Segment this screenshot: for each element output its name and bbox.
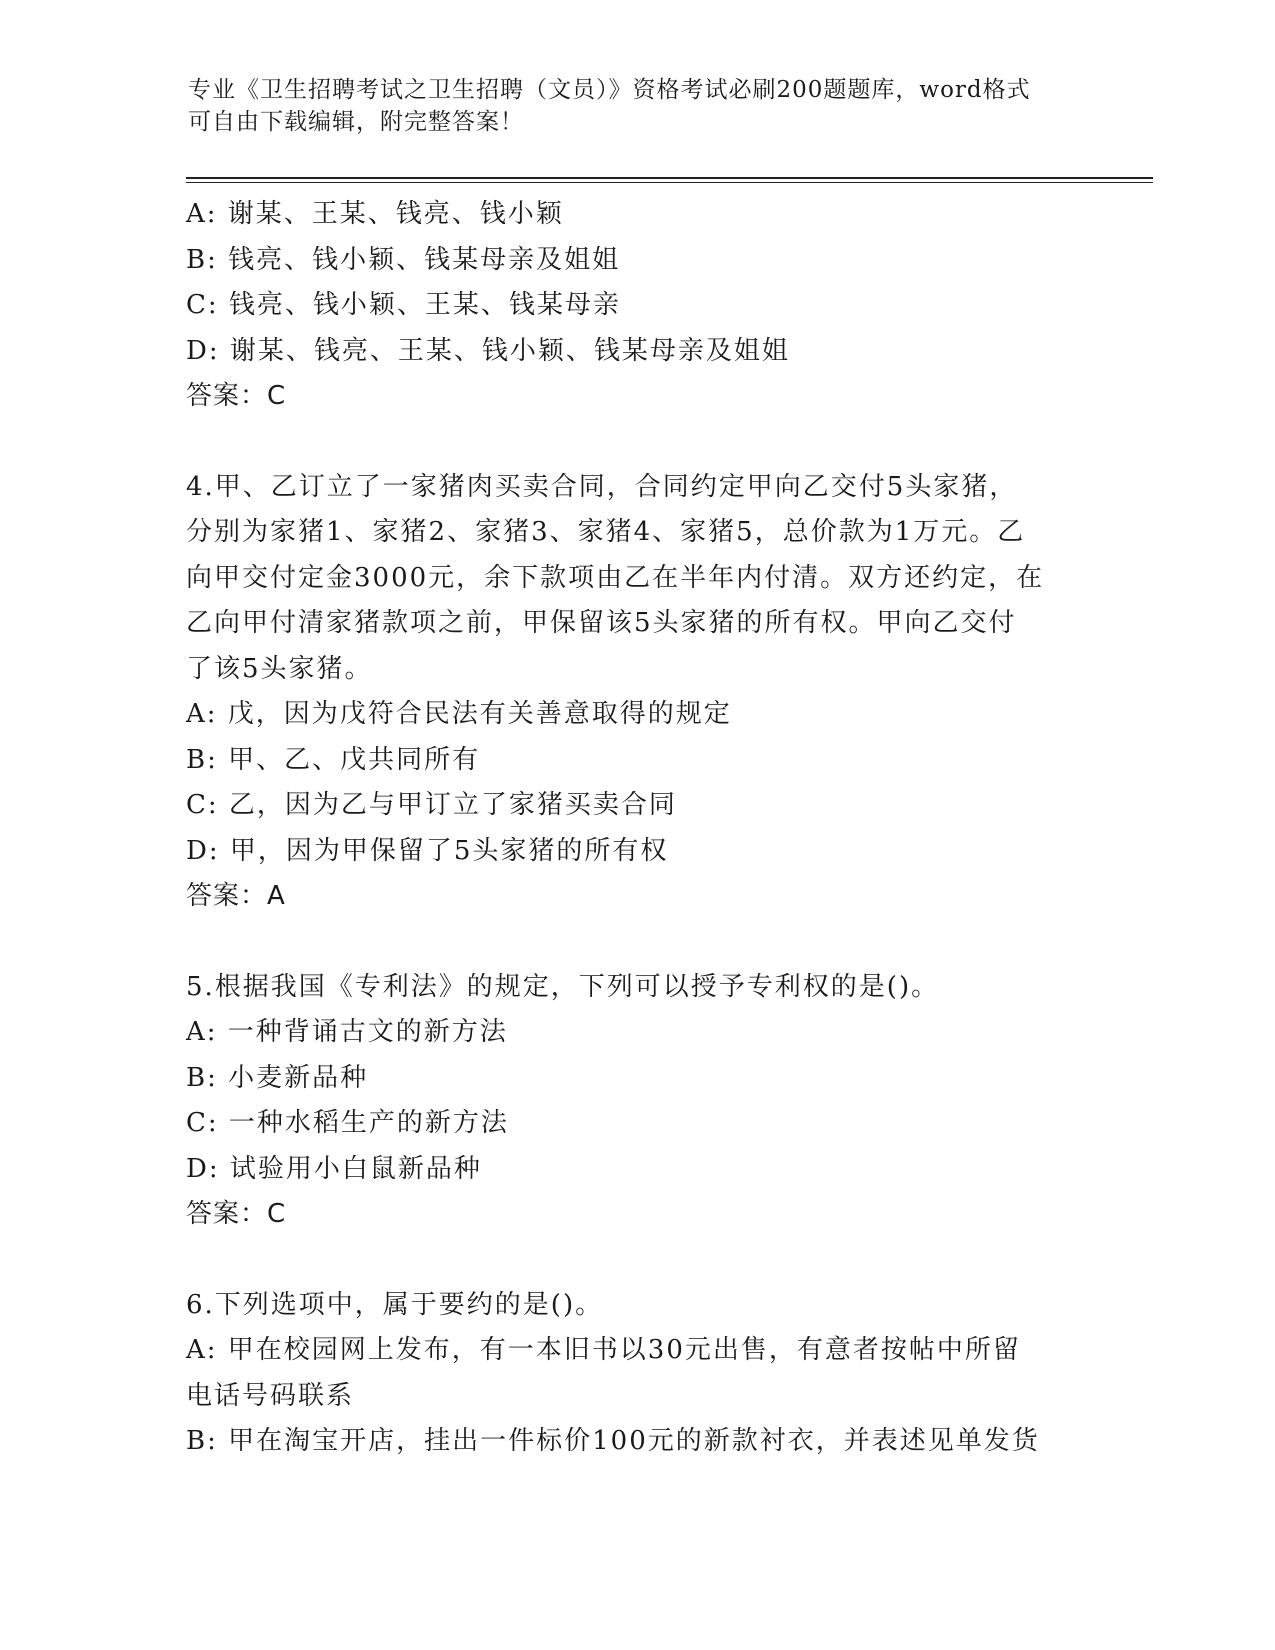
spacer	[186, 1238, 1086, 1283]
option-d: D: 甲，因为甲保留了5头家猪的所有权	[186, 835, 669, 866]
option-d: D: 谢某、钱亮、王某、钱小颖、钱某母亲及姐姐	[186, 335, 790, 366]
header-divider-thin	[186, 182, 1153, 183]
option-a: A: 甲在校园网上发布，有一本旧书以30元出售，有意者按帖中所留	[186, 1335, 1021, 1365]
header-line-1: 专业《卫生招聘考试之卫生招聘（文员）》资格考试必刷200题题库，word格式	[188, 77, 1031, 103]
option-a: A: 戊，因为戊符合民法有关善意取得的规定	[186, 699, 732, 729]
question-3	[186, 192, 1086, 420]
answer: 答案：C	[186, 381, 287, 411]
option-c: C: 钱亮、钱小颖、王某、钱某母亲	[186, 290, 621, 320]
option-d: D: 试验用小白鼠新品种	[186, 1153, 482, 1184]
document-header	[188, 74, 1088, 138]
option-c: C: 一种水稻生产的新方法	[186, 1108, 509, 1138]
question-stem-line: 了该5头家猪。	[186, 653, 373, 684]
question-stem-line: 4.甲、乙订立了一家猪肉买卖合同，合同约定甲向乙交付5头家猪，	[186, 471, 1018, 502]
option-a: A: 一种背诵古文的新方法	[186, 1017, 508, 1047]
question-4	[186, 465, 1086, 920]
option-a-continued: 电话号码联系	[186, 1380, 355, 1411]
question-stem-line: 向甲交付定金3000元，余下款项由乙在半年内付清。双方还约定，在	[186, 562, 1045, 593]
option-b: B: 甲、乙、戊共同所有	[186, 744, 481, 775]
header-line-2: 可自由下载编辑，附完整答案！	[188, 109, 524, 135]
option-b: B: 钱亮、钱小颖、钱某母亲及姐姐	[186, 244, 621, 275]
header-divider-thick	[186, 177, 1153, 179]
answer: 答案：C	[186, 1199, 287, 1229]
option-a: A: 谢某、王某、钱亮、钱小颖	[186, 199, 564, 229]
question-stem-line: 乙向甲付清家猪款项之前，甲保留该5头家猪的所有权。甲向乙交付	[186, 608, 1017, 638]
question-stem-line: 分别为家猪1、家猪2、家猪3、家猪4、家猪5，总价款为1万元。乙	[186, 517, 1026, 547]
spacer	[186, 420, 1086, 465]
question-5	[186, 965, 1086, 1238]
question-6	[186, 1283, 1086, 1465]
option-b: B: 甲在淘宝开店，挂出一件标价100元的新款衬衣，并表述见单发货	[186, 1426, 1040, 1456]
document-body	[186, 192, 1086, 1465]
answer: 答案：A	[186, 881, 286, 911]
option-c: C: 乙，因为乙与甲订立了家猪买卖合同	[186, 790, 677, 820]
question-stem: 5.根据我国《专利法》的规定，下列可以授予专利权的是()。	[186, 971, 940, 1002]
question-stem: 6.下列选项中，属于要约的是()。	[186, 1289, 604, 1320]
spacer	[186, 920, 1086, 965]
option-b: B: 小麦新品种	[186, 1062, 369, 1093]
